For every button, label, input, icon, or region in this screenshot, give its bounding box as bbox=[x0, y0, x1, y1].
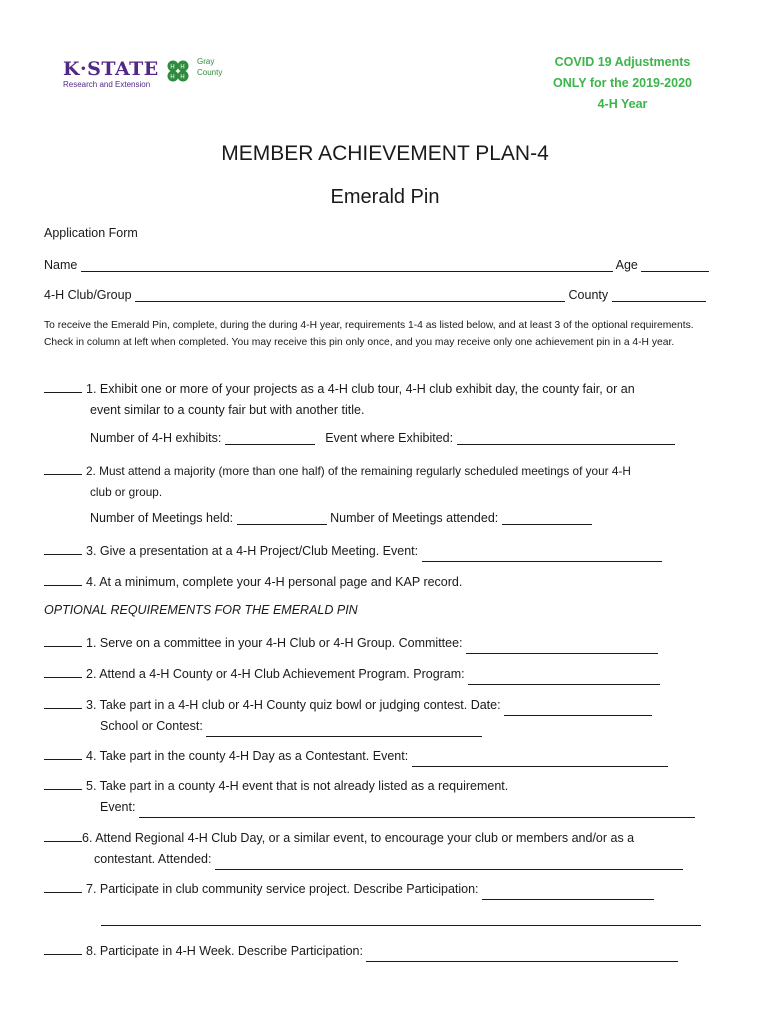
optional-5 bbox=[44, 776, 714, 818]
check-blank[interactable] bbox=[44, 879, 82, 893]
opt5-line2: Event: bbox=[100, 800, 136, 814]
name-field[interactable] bbox=[81, 258, 613, 272]
covid-note bbox=[540, 52, 705, 115]
county-line-1: Gray bbox=[197, 57, 215, 66]
optional-2 bbox=[44, 664, 714, 685]
four-leaf-clover-icon bbox=[165, 58, 191, 84]
opt8-text: 8. Participate in 4-H Week. Describe Participation: bbox=[86, 944, 363, 958]
req2-line2: club or group. bbox=[90, 485, 163, 499]
optional-3 bbox=[44, 695, 714, 737]
requirement-3 bbox=[44, 541, 714, 562]
service-description-line-2[interactable] bbox=[101, 925, 701, 926]
county-name bbox=[197, 56, 222, 78]
req2-fields bbox=[90, 511, 592, 525]
exhibited-event-field[interactable] bbox=[457, 431, 675, 445]
county-label: County bbox=[568, 288, 609, 302]
service-description-field[interactable] bbox=[482, 886, 654, 900]
week-description-field[interactable] bbox=[366, 948, 678, 962]
presentation-event-field[interactable] bbox=[422, 548, 662, 562]
page-title: MEMBER ACHIEVEMENT PLAN-4 bbox=[221, 142, 549, 165]
opt1-text: 1. Serve on a committee in your 4-H Club or 4-H Group. Committee: bbox=[86, 636, 463, 650]
opt3-line2-row bbox=[44, 716, 714, 737]
check-blank[interactable] bbox=[44, 746, 82, 760]
svg-text:H: H bbox=[170, 63, 175, 71]
check-blank[interactable] bbox=[44, 695, 82, 709]
check-blank[interactable] bbox=[44, 461, 82, 475]
county-field[interactable] bbox=[612, 288, 706, 302]
opt4-text: 4. Take part in the county 4-H Day as a Contestant. Event: bbox=[86, 749, 409, 763]
day-event-field[interactable] bbox=[412, 753, 668, 767]
covid-line-1: COVID 19 Adjustments bbox=[554, 55, 691, 69]
opt3-line1: 3. Take part in a 4-H club or 4-H County quiz bowl or judging contest. Date: bbox=[86, 698, 501, 712]
opt6-line2-row bbox=[44, 849, 714, 870]
requirement-1 bbox=[44, 379, 714, 421]
name-label: Name bbox=[44, 258, 78, 272]
page-subtitle: Emerald Pin bbox=[330, 186, 440, 208]
meetings-attended-label: Number of Meetings attended: bbox=[330, 511, 499, 525]
optional-heading: OPTIONAL REQUIREMENTS FOR THE EMERALD PIN bbox=[44, 603, 358, 617]
req4-text: 4. At a minimum, complete your 4-H personal page and KAP record. bbox=[86, 575, 463, 589]
check-blank[interactable] bbox=[44, 572, 82, 586]
form-heading: Application Form bbox=[44, 226, 138, 240]
req3-text: 3. Give a presentation at a 4-H Project/Club Meeting. Event: bbox=[86, 544, 419, 558]
name-row bbox=[44, 258, 726, 272]
opt5-line2-row bbox=[44, 797, 714, 818]
committee-field[interactable] bbox=[466, 640, 658, 654]
check-blank[interactable] bbox=[44, 541, 82, 555]
exhibits-label: Number of 4-H exhibits: bbox=[90, 431, 222, 445]
check-blank[interactable] bbox=[44, 379, 82, 393]
program-field[interactable] bbox=[468, 671, 660, 685]
opt6-line1: 6. Attend Regional 4-H Club Day, or a similar event, to encourage your club or members and/or as a bbox=[82, 831, 635, 845]
contest-date-field[interactable] bbox=[504, 702, 652, 716]
check-blank[interactable] bbox=[44, 828, 82, 842]
kstate-logo bbox=[55, 52, 245, 102]
club-row bbox=[44, 288, 726, 302]
county-line-2: County bbox=[197, 68, 223, 77]
svg-text:H: H bbox=[180, 73, 185, 81]
req1-line1: 1. Exhibit one or more of your projects as a 4-H club tour, 4-H club exhibit day, the county fair, or an bbox=[86, 382, 635, 396]
req2-line1: 2. Must attend a majority (more than one half) of the remaining regularly scheduled meetings of your 4-H bbox=[86, 464, 631, 478]
exhibited-event-label: Event where Exhibited: bbox=[325, 431, 454, 445]
opt6-line2: contestant. Attended: bbox=[94, 852, 212, 866]
opt5-line1: 5. Take part in a county 4-H event that is not already listed as a requirement. bbox=[86, 779, 509, 793]
optional-6 bbox=[44, 828, 714, 870]
club-field[interactable] bbox=[135, 288, 565, 302]
optional-7 bbox=[44, 879, 714, 900]
svg-text:H: H bbox=[180, 63, 185, 71]
covid-line-2: ONLY for the 2019-2020 bbox=[553, 76, 692, 90]
regional-attended-field[interactable] bbox=[215, 856, 683, 870]
covid-line-3: 4-H Year bbox=[597, 97, 648, 111]
req1-fields bbox=[90, 431, 675, 445]
optional-4 bbox=[44, 746, 714, 767]
school-contest-field[interactable] bbox=[206, 723, 482, 737]
exhibits-field[interactable] bbox=[225, 431, 315, 445]
opt3-line2: School or Contest: bbox=[100, 719, 203, 733]
club-label: 4-H Club/Group bbox=[44, 288, 132, 302]
meetings-held-field[interactable] bbox=[237, 511, 327, 525]
age-label: Age bbox=[615, 258, 638, 272]
requirement-4 bbox=[44, 572, 714, 593]
opt2-text: 2. Attend a 4-H County or 4-H Club Achievement Program. Program: bbox=[86, 667, 465, 681]
check-blank[interactable] bbox=[44, 941, 82, 955]
logo-title: K·STATE bbox=[63, 58, 159, 80]
meetings-held-label: Number of Meetings held: bbox=[90, 511, 234, 525]
optional-1 bbox=[44, 633, 714, 654]
logo-subtitle: Research and Extension bbox=[63, 80, 151, 89]
requirement-2 bbox=[44, 461, 714, 503]
county-event-field[interactable] bbox=[139, 804, 695, 818]
opt7-text: 7. Participate in club community service project. Describe Participation: bbox=[86, 882, 479, 896]
check-blank[interactable] bbox=[44, 664, 82, 678]
req1-line2: event similar to a county fair but with another title. bbox=[90, 403, 365, 417]
check-blank[interactable] bbox=[44, 633, 82, 647]
age-field[interactable] bbox=[641, 258, 709, 272]
svg-text:H: H bbox=[170, 73, 175, 81]
optional-8 bbox=[44, 941, 714, 962]
instructions: To receive the Emerald Pin, complete, during the during 4-H year, requirements 1-4 as listed below, and at least 3 of the optional requirements. Check in column at left when completed. You may receive this pin only once, and you may receive only one achievement pin in a 4-H year. bbox=[44, 320, 694, 348]
check-blank[interactable] bbox=[44, 776, 82, 790]
meetings-attended-field[interactable] bbox=[502, 511, 592, 525]
